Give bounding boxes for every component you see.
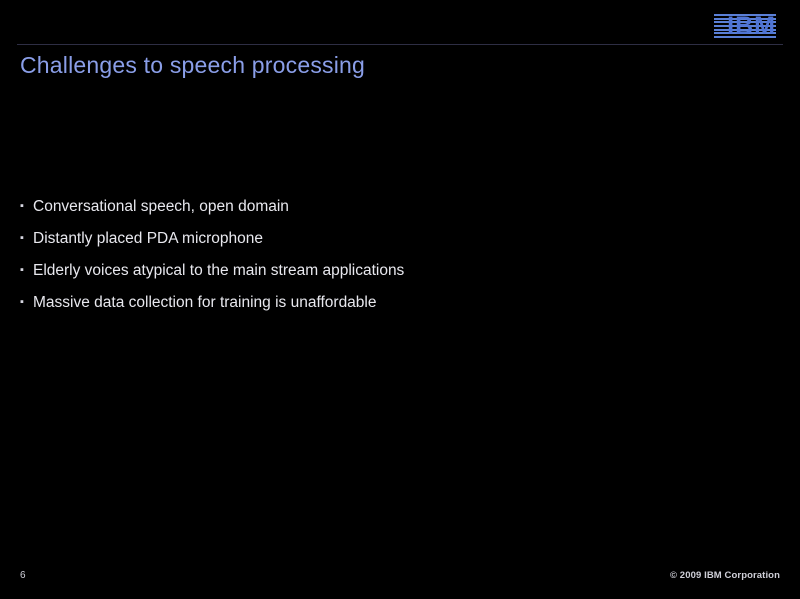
list-item bbox=[20, 292, 760, 313]
list-item-label: Elderly voices atypical to the main stream applications bbox=[33, 262, 405, 279]
list-item bbox=[20, 196, 760, 217]
page-title: Challenges to speech processing bbox=[20, 52, 366, 78]
bullet-marker-icon bbox=[20, 228, 33, 249]
copyright-notice: © 2009 IBM Corporation bbox=[669, 570, 780, 581]
list-item-label: Massive data collection for training is unaffordable bbox=[33, 294, 377, 311]
header-divider bbox=[17, 44, 783, 45]
list-item bbox=[20, 228, 760, 249]
bullet-marker-icon bbox=[20, 260, 33, 281]
bullet-marker-icon bbox=[20, 196, 33, 217]
ibm-wordmark: IBM bbox=[727, 12, 776, 40]
bullet-list bbox=[20, 196, 760, 324]
list-item-label: Conversational speech, open domain bbox=[33, 198, 289, 215]
list-item-label: Distantly placed PDA microphone bbox=[33, 230, 264, 247]
list-item bbox=[20, 260, 760, 281]
bullet-marker-icon bbox=[20, 292, 33, 313]
page-number: 6 bbox=[20, 570, 26, 581]
